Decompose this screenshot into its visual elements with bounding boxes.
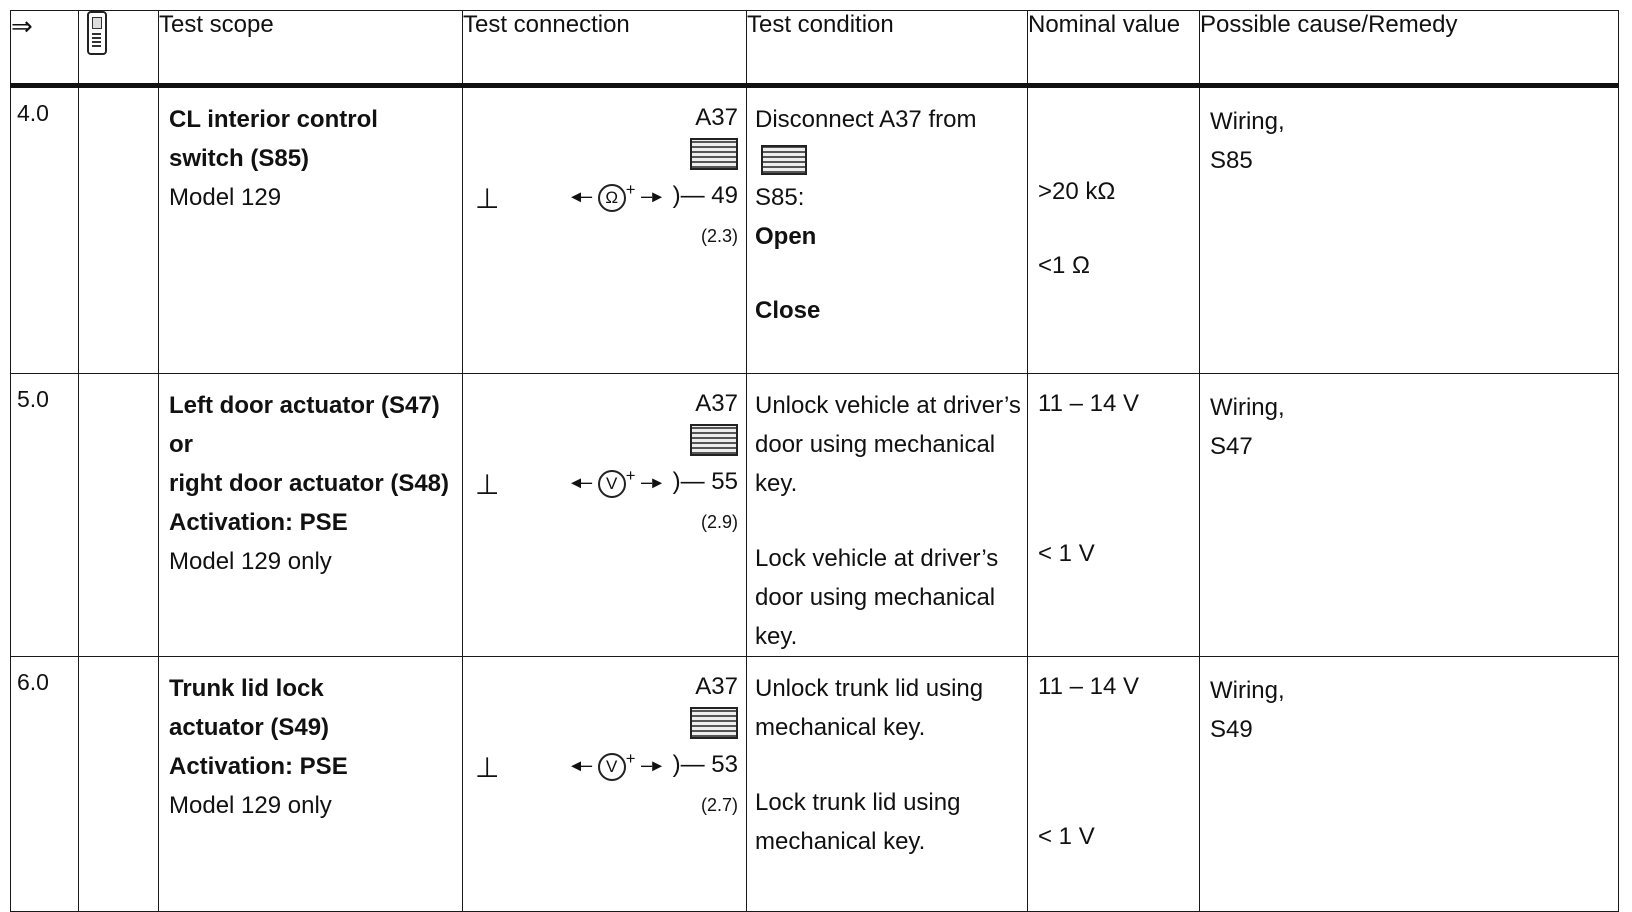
scope-title-line: Left door actuator (S47) or [169, 392, 440, 458]
arrow-column-header [11, 11, 79, 86]
pin-number: )— 53 [672, 751, 738, 778]
right-arrow-icon: ⇒ [11, 11, 33, 41]
nominal-value-cell [1028, 657, 1200, 912]
nominal-value-cell [1028, 374, 1200, 657]
ohmmeter-icon: ◂– Ω + –▸ [571, 180, 662, 212]
pin-number: )— 49 [672, 182, 738, 209]
cause-text: Wiring, [1210, 108, 1285, 135]
test-scope-header: Test scope [159, 11, 463, 86]
condition-text: S85: [755, 184, 805, 211]
test-connection-cell [463, 374, 747, 657]
scope-model-line: Model 129 only [169, 792, 332, 819]
header-row [11, 11, 1619, 86]
condition-text: Lock trunk lid using [755, 789, 961, 816]
possible-cause-header: Possible cause/Remedy [1200, 11, 1619, 86]
step-number: 5.0 [11, 374, 79, 657]
cause-text: S47 [1210, 433, 1253, 460]
cause-text: Wiring, [1210, 394, 1285, 421]
condition-close: Close [755, 297, 821, 324]
scope-title-line: Trunk lid lock [169, 675, 324, 702]
condition-text: Lock vehicle at driver’s [755, 545, 999, 572]
condition-text: Disconnect A37 from [755, 106, 977, 133]
connector-icon [690, 138, 738, 170]
condition-text: mechanical key. [755, 714, 926, 741]
table-row [11, 657, 1619, 912]
table-row [11, 86, 1619, 374]
condition-text: door using mechanical key. [755, 431, 996, 497]
condition-text: mechanical key. [755, 828, 926, 855]
reference-number: (2.9) [700, 512, 738, 532]
possible-cause-cell [1200, 657, 1619, 912]
ground-icon: ⊥ [475, 183, 500, 214]
step-number: 6.0 [11, 657, 79, 912]
control-module-icon [761, 145, 807, 175]
scope-title-line: right door actuator (S48) [169, 470, 450, 497]
test-scope-cell [159, 86, 463, 374]
nominal-value-cell [1028, 86, 1200, 374]
test-connection-header: Test connection [463, 11, 747, 86]
nominal-value: >20 kΩ [1038, 178, 1116, 205]
test-scope-cell [159, 374, 463, 657]
tester-cell [79, 374, 159, 657]
nominal-value: 11 – 14 V [1038, 390, 1139, 417]
connector-label: A37 [695, 104, 738, 131]
scope-title-line: switch (S85) [169, 145, 310, 172]
nominal-value: 11 – 14 V [1038, 673, 1139, 700]
test-table [10, 10, 1619, 912]
scope-model-line: Model 129 only [169, 548, 332, 575]
cause-text: Wiring, [1210, 677, 1285, 704]
nominal-value: < 1 V [1038, 823, 1095, 850]
test-scope-cell [159, 657, 463, 912]
scope-activation-line: Activation: PSE [169, 509, 348, 536]
tester-cell [79, 657, 159, 912]
scope-title-line: CL interior control [169, 106, 378, 133]
nominal-value: <1 Ω [1038, 252, 1090, 279]
tester-column-header [79, 11, 159, 86]
possible-cause-cell [1200, 86, 1619, 374]
condition-open: Open [755, 223, 817, 250]
test-condition-cell [747, 86, 1028, 374]
test-connection-cell [463, 657, 747, 912]
connector-icon [690, 707, 738, 739]
nominal-value-header: Nominal value [1028, 11, 1200, 86]
connector-label: A37 [695, 390, 738, 417]
test-condition-cell [747, 374, 1028, 657]
reference-number: (2.3) [700, 226, 738, 246]
scope-activation-line: Activation: PSE [169, 753, 348, 780]
ground-icon: ⊥ [475, 469, 500, 500]
scope-title-line: actuator (S49) [169, 714, 330, 741]
connection-diagram [463, 657, 746, 911]
reference-number: (2.7) [700, 795, 738, 815]
connector-label: A37 [695, 673, 738, 700]
step-number: 4.0 [11, 86, 79, 374]
ground-icon: ⊥ [475, 752, 500, 783]
scope-model-line: Model 129 [169, 184, 282, 211]
cause-text: S85 [1210, 147, 1253, 174]
test-condition-header: Test condition [747, 11, 1028, 86]
connector-icon [690, 424, 738, 456]
connection-diagram [463, 88, 746, 373]
test-connection-cell [463, 86, 747, 374]
voltmeter-icon: ◂– V + –▸ [571, 749, 662, 781]
cause-text: S49 [1210, 716, 1253, 743]
test-condition-cell [747, 657, 1028, 912]
condition-text: door using mechanical key. [755, 584, 996, 650]
pin-number: )— 55 [672, 468, 738, 495]
tester-cell [79, 86, 159, 374]
condition-text: Unlock trunk lid using [755, 675, 984, 702]
condition-text: Unlock vehicle at driver’s [755, 392, 1021, 419]
connection-diagram [463, 374, 746, 656]
possible-cause-cell [1200, 374, 1619, 657]
tester-device-icon [87, 11, 107, 55]
table-row [11, 374, 1619, 657]
voltmeter-icon: ◂– V + –▸ [571, 466, 662, 498]
nominal-value: < 1 V [1038, 540, 1095, 567]
